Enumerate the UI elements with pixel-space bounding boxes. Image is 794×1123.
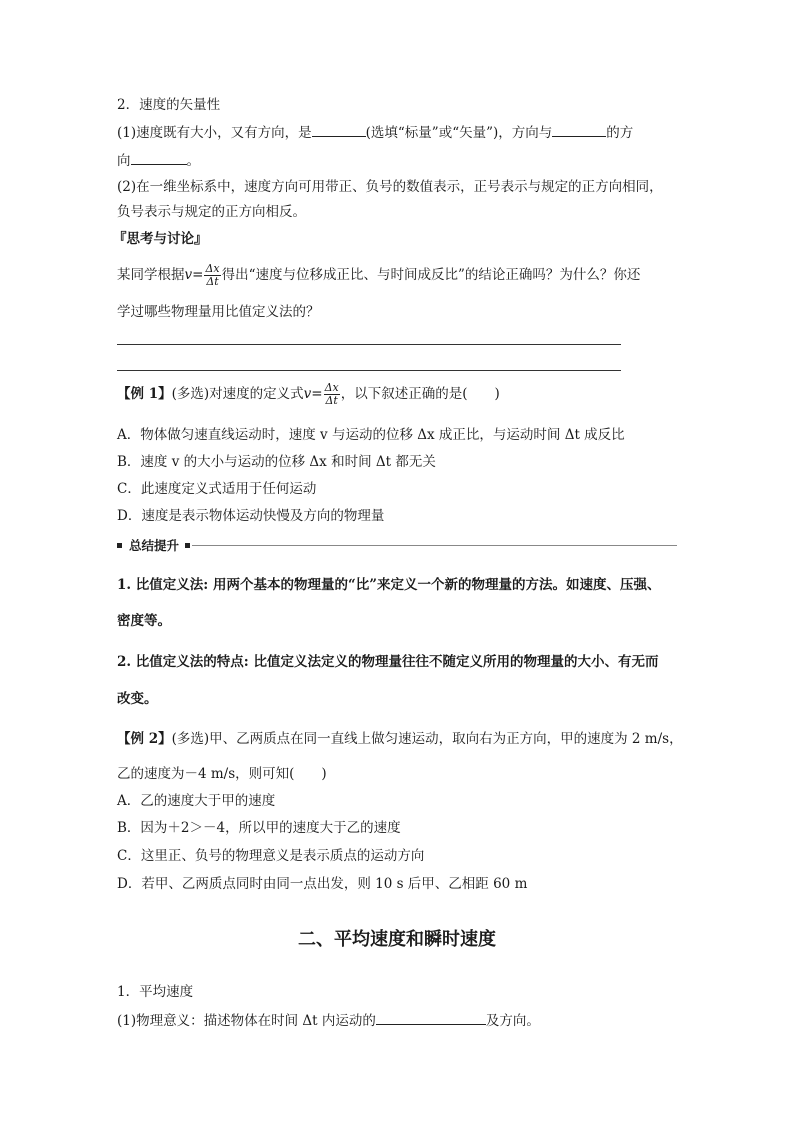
- example2-option-b: B．因为＋2＞－4，所以甲的速度大于乙的速度: [117, 820, 401, 836]
- fraction-denominator: Δt: [325, 394, 338, 407]
- sec2-p2-line1: (2)在一维坐标系中，速度方向可用带正、负号的数值表示，正号表示与规定的正方向相同，: [117, 179, 663, 195]
- think-q-post: 得出“速度与位移成正比、与时间成反比”的结论正确吗？为什么？你还: [221, 267, 641, 283]
- divider-line: [192, 545, 677, 546]
- sec2-p2-line2: 负号表示与规定的正方向相反。: [117, 204, 306, 220]
- summary-label: 总结提升: [129, 538, 180, 553]
- summary-divider: [117, 536, 677, 556]
- example2-stem-line1: [117, 729, 683, 749]
- example2-option-d: D．若甲、乙两质点同时由同一点出发，则 10 s 后甲、乙相距 60 m: [117, 876, 528, 892]
- think-title: 『思考与讨论』: [113, 231, 208, 247]
- example2-option-a: A．乙的速度大于甲的速度: [117, 793, 276, 809]
- example1-stem-post: ，以下叙述正确的是( ): [340, 386, 500, 402]
- velocity-symbol: v: [303, 386, 312, 402]
- velocity-fraction: [324, 382, 340, 407]
- sec2-p1-b: (选填“标量”或“矢量”)，方向与: [365, 125, 553, 141]
- summary-point1-line2: 密度等。: [117, 613, 171, 629]
- sec2-p1-d: 向: [117, 153, 131, 169]
- blank-field-2[interactable]: [552, 122, 606, 137]
- think-question-line2: 学过哪些物理量用比值定义法的？: [117, 304, 320, 320]
- sec2-heading: 2．速度的矢量性: [117, 97, 221, 113]
- example2-stem-line2: 乙的速度为－4 m/s，则可知( ): [117, 766, 327, 782]
- square-bullet-icon: [185, 543, 190, 548]
- average-velocity-meaning-a: (1)物理意义：描述物体在时间 Δt 内运动的: [117, 1013, 376, 1029]
- example2-stem-a: (多选)甲、乙两质点在同一直线上做匀速运动，取向右为正方向，甲的速度为 2 m/s，: [171, 731, 683, 747]
- blank-field-1[interactable]: [312, 122, 366, 137]
- fraction-denominator: Δt: [206, 275, 219, 288]
- blank-field-3[interactable]: [131, 150, 187, 165]
- example1-tag: 【例 1】: [117, 386, 172, 402]
- sec2-p1-a: (1)速度既有大小，又有方向，是: [117, 125, 312, 141]
- sec2-p1-line1: [117, 122, 633, 143]
- example1-option-d: D．速度是表示物体运动快慢及方向的物理量: [117, 508, 385, 524]
- velocity-fraction: [204, 263, 220, 288]
- fraction-numerator: Δx: [324, 381, 339, 394]
- example1-stem-pre: (多选)对速度的定义式: [171, 386, 304, 402]
- summary-point2-line1: 2. 比值定义法的特点: 比值定义法定义的物理量往往不随定义所用的物理量的大小、有无而: [117, 654, 659, 670]
- average-velocity-meaning: [117, 1010, 540, 1031]
- example1-option-b: B．速度 v 的大小与运动的位移 Δx 和时间 Δt 都无关: [117, 454, 436, 470]
- square-bullet-icon: [117, 543, 122, 548]
- summary-point1-line1: 1. 比值定义法: 用两个基本的物理量的“比”来定义一个新的物理量的方法。如速度、压强、: [117, 577, 661, 593]
- sec2-p1-e: 。: [186, 153, 200, 169]
- blank-field-4[interactable]: [376, 1010, 486, 1025]
- example2-tag: 【例 2】: [117, 731, 172, 747]
- think-q-pre: 某同学根据: [117, 267, 185, 283]
- example1-option-c: C．此速度定义式适用于任何运动: [117, 481, 317, 497]
- example2-option-c: C．这里正、负号的物理意义是表示质点的运动方向: [117, 848, 425, 864]
- equals-sign: =: [192, 267, 204, 283]
- answer-line-2[interactable]: [117, 370, 621, 371]
- velocity-symbol: v: [184, 267, 193, 283]
- sec2-p1-line2: [117, 150, 200, 171]
- summary-point2-line2: 改变。: [117, 691, 158, 707]
- fraction-numerator: Δx: [205, 262, 220, 275]
- sec2-p1-c: 的方: [606, 125, 634, 141]
- average-velocity-heading: 1．平均速度: [117, 984, 194, 1000]
- example1-stem: [117, 382, 500, 407]
- example1-option-a: A．物体做匀速直线运动时，速度 v 与运动的位移 Δx 成正比，与运动时间 Δt 成反比: [117, 427, 625, 443]
- section-title: 二、平均速度和瞬时速度: [298, 929, 496, 950]
- equals-sign: =: [311, 386, 323, 402]
- think-question-line1: [117, 263, 640, 288]
- answer-line-1[interactable]: [117, 344, 621, 345]
- average-velocity-meaning-b: 及方向。: [485, 1013, 540, 1029]
